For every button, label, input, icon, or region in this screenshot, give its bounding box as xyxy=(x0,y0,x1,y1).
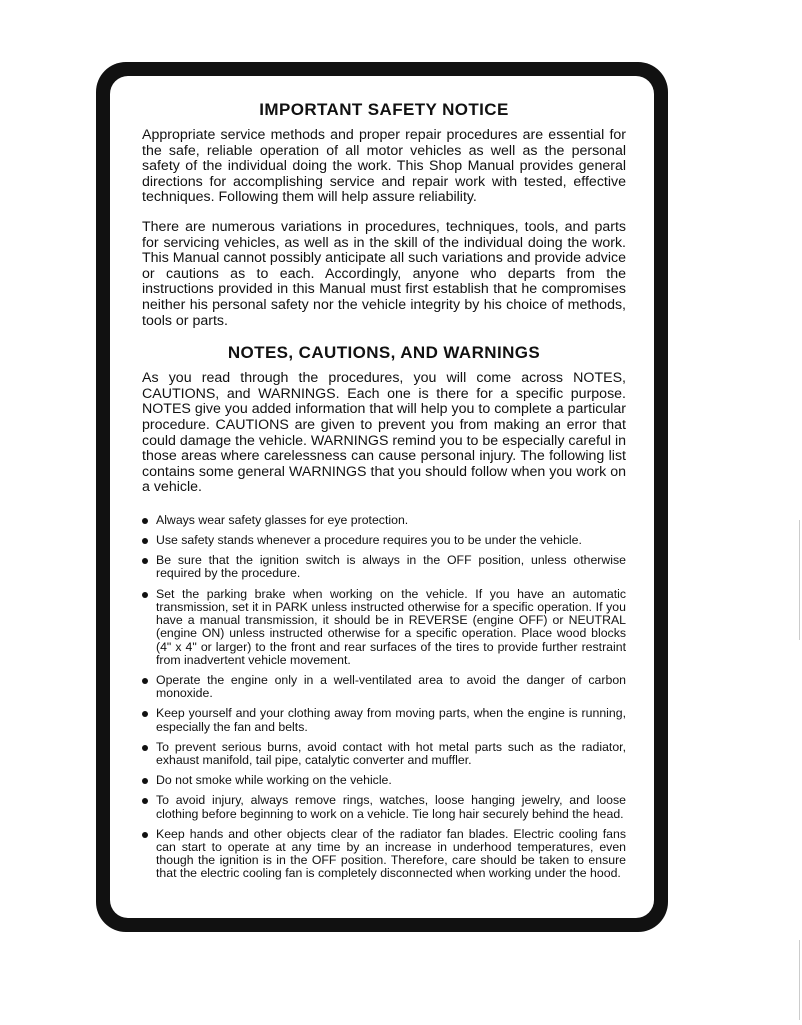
warning-text: Operate the engine only in a well-ventilated area to avoid the danger of carbon monoxide. xyxy=(156,672,626,701)
bullet-icon xyxy=(142,678,148,684)
bullet-icon xyxy=(142,592,148,598)
scan-edge-mark xyxy=(799,520,800,640)
notes-intro-paragraph: As you read through the procedures, you will come across NOTES, CAUTIONS, and WARNINGS. Each one is there for a specific purpose. NOTES give you added information that will help you to complete a particular procedure. CAUTIONS are given to prevent you from making an error that could damage the vehicle. WARNINGS remind you to be especially careful in those areas where carelessness can cause personal injury. The following list contains some general WARNINGS that you should follow when you work on a vehicle. xyxy=(142,370,626,496)
bullet-icon xyxy=(142,518,148,524)
warning-text: Do not smoke while working on the vehicle. xyxy=(156,773,392,788)
safety-notice-paragraph-1: Appropriate service methods and proper repair procedures are essential for the safe, reliable operation of all motor vehicles as well as the personal safety of the individual doing the work. This Shop Manual provides general directions for accomplishing service and repair work with tested, effective techniques. Following them will help assure reliability. xyxy=(142,127,626,206)
warning-text: Keep yourself and your clothing away from moving parts, when the engine is running, especially the fan and belts. xyxy=(156,706,626,734)
warning-item xyxy=(142,774,626,787)
safety-notice-paragraph-2: There are numerous variations in procedures, techniques, tools, and parts for servicing vehicles, as well as in the skill of the individual doing the work. This Manual cannot possibly anticipate all such variations and provide advice or cautions as to each. Accordingly, anyone who departs from the instructions provided in this Manual must first establish that he compromises neither his personal safety nor the vehicle integrity by his choice of methods, tools or parts. xyxy=(142,218,626,329)
bullet-icon xyxy=(142,778,148,784)
warning-item xyxy=(142,741,626,767)
bullet-icon xyxy=(142,538,148,544)
notice-panel xyxy=(110,76,654,918)
warning-item xyxy=(142,707,626,733)
bullet-icon xyxy=(142,798,148,804)
warning-text: Be sure that the ignition switch is always in the OFF position, unless otherwise required by the procedure. xyxy=(156,553,626,581)
warning-text: Use safety stands whenever a procedure requires you to be under the vehicle. xyxy=(156,533,582,548)
warning-text: To prevent serious burns, avoid contact with hot metal parts such as the radiator, exhaust manifold, tail pipe, catalytic converter and muffler. xyxy=(156,739,626,767)
warning-item xyxy=(142,588,626,667)
notice-frame xyxy=(96,62,668,932)
warning-item xyxy=(142,514,626,527)
notes-cautions-warnings-heading: NOTES, CAUTIONS, AND WARNINGS xyxy=(227,343,541,363)
warnings-list xyxy=(142,514,626,881)
warning-item xyxy=(142,534,626,547)
warning-text: Keep hands and other objects clear of the radiator fan blades. Electric cooling fans can start to operate at any time by an increase in underhood temperatures, even though the ignition is in the OFF position. Therefore, care should be taken to ensure that the electric cooling fan is completely disconnected when working under the hood. xyxy=(156,826,626,881)
warning-item xyxy=(142,554,626,580)
warning-item xyxy=(142,674,626,700)
safety-notice-heading: IMPORTANT SAFETY NOTICE xyxy=(259,100,509,119)
warning-text: Set the parking brake when working on the vehicle. If you have an automatic transmission, set it in PARK unless instructed otherwise for a specific operation. If you have a manual transmission, it should be in REVERSE (engine OFF) or NEUTRAL (engine ON) unless instructed otherwise for a specific operation. Place wood blocks (4" x 4" or larger) to the front and rear surfaces of the tires to provide further restraint from inadvertent vehicle movement. xyxy=(156,586,626,667)
bullet-icon xyxy=(142,711,148,717)
bullet-icon xyxy=(142,558,148,564)
bullet-icon xyxy=(142,832,148,838)
bullet-icon xyxy=(142,745,148,751)
warning-text: Always wear safety glasses for eye protection. xyxy=(156,512,409,527)
scan-edge-mark xyxy=(799,940,800,1020)
warning-item xyxy=(142,828,626,881)
warning-item xyxy=(142,794,626,820)
warning-text: To avoid injury, always remove rings, watches, loose hanging jewelry, and loose clothing before beginning to work on a vehicle. Tie long hair securely behind the head. xyxy=(156,793,626,821)
